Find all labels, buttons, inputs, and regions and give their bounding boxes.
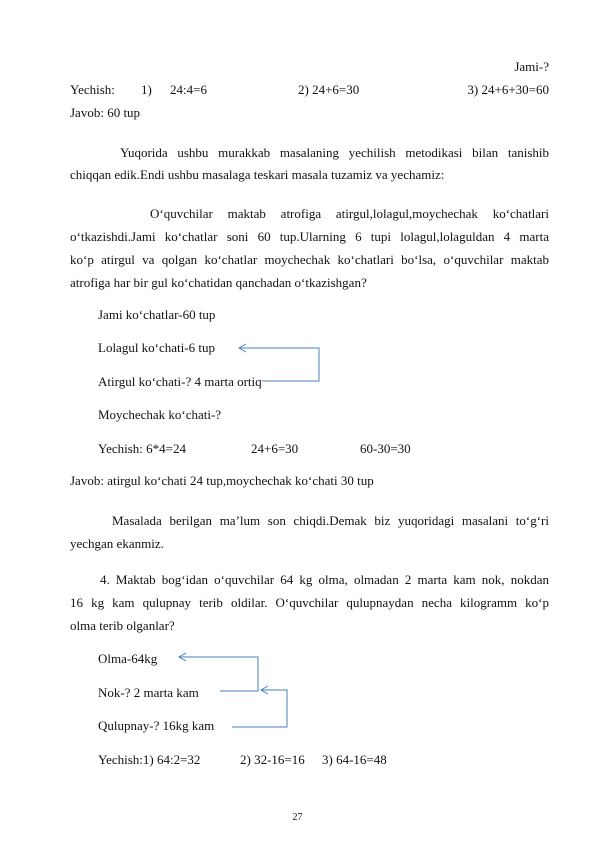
answer-1: Javob: 60 tup (70, 105, 141, 120)
paragraph-1-line-2: chiqqan edik.Endi ushbu masalaga teskari masala tuzamiz va yechamiz: (70, 167, 445, 182)
paragraph-1-line-1: Yuqorida ushbu murakkab masalaning yechilish metodikasi bilan tanishib (120, 145, 549, 160)
step-3-expression: 3) 24+6+30=60 (467, 82, 549, 97)
answer-2: Javob: atirgul ko‘chati 24 tup,moychechak ko‘chati 30 tup (70, 473, 374, 488)
list-item: Moychechak ko‘chati-? (98, 407, 222, 422)
solution-3-step-2: 2) 32-16=16 (240, 752, 305, 767)
paragraph-3-line-2: yechgan ekanmiz. (70, 536, 164, 551)
solution-3-step-1: Yechish:1) 64:2=32 (98, 752, 201, 767)
list-item: Qulupnay-? 16kg kam (98, 718, 215, 733)
paragraph-2-line-4: atrofiga har bir gul ko‘chatidan qanchadan o‘tkazishgan? (70, 275, 367, 290)
page-number: 27 (292, 812, 303, 823)
paragraph-4-line-3: olma terib olganlar? (70, 618, 175, 633)
list-item: Atirgul ko‘chati-? 4 marta ortiq (98, 374, 262, 389)
paragraph-4-line-2: 16 kg kam qulupnay terib oldilar. O‘quvchilar qulupnaydan necha kilogramm ko‘p (70, 595, 549, 610)
solution-2-step-b: 24+6=30 (251, 441, 299, 456)
step-1-expression: 24:4=6 (170, 82, 207, 97)
paragraph-2-line-3: ko‘p atirgul va qolgan ko‘chatlar moychechak ko‘chatlari bo‘lsa, o‘quvchilar maktab (70, 252, 549, 267)
step-2-expression: 2) 24+6=30 (298, 82, 360, 97)
yechish-label: Yechish: (70, 82, 115, 97)
arrow-qulupnay-to-nok (232, 686, 287, 727)
list-item: Olma-64kg (98, 651, 158, 666)
step-1-number: 1) (141, 82, 152, 97)
list-item: Nok-? 2 marta kam (98, 685, 199, 700)
list-item: Lolagul ko‘chati-6 tup (98, 340, 215, 355)
solution-2-step-a: Yechish: 6*4=24 (98, 441, 186, 456)
solution-3-step-3: 3) 64-16=48 (322, 752, 387, 767)
jami-label: Jami-? (514, 59, 549, 74)
paragraph-2-line-1: O‘quvchilar maktab atrofiga atirgul,lolagul,moychechak ko‘chatlari (150, 206, 549, 221)
paragraph-3-line-1: Masalada berilgan ma’lum son chiqdi.Demak biz yuqoridagi masalani to‘g‘ri (112, 513, 549, 528)
paragraph-4-line-1: 4. Maktab bog‘idan o‘quvchilar 64 kg olma, olmadan 2 marta kam nok, nokdan (100, 572, 549, 587)
list-item: Jami ko‘chatlar-60 tup (98, 307, 216, 322)
solution-2-step-c: 60-30=30 (360, 441, 411, 456)
paragraph-2-line-2: o‘tkazishdi.Jami ko‘chatlar soni 60 tup.Ularning 6 tupi lolagul,lolaguldan 4 marta (70, 229, 549, 244)
